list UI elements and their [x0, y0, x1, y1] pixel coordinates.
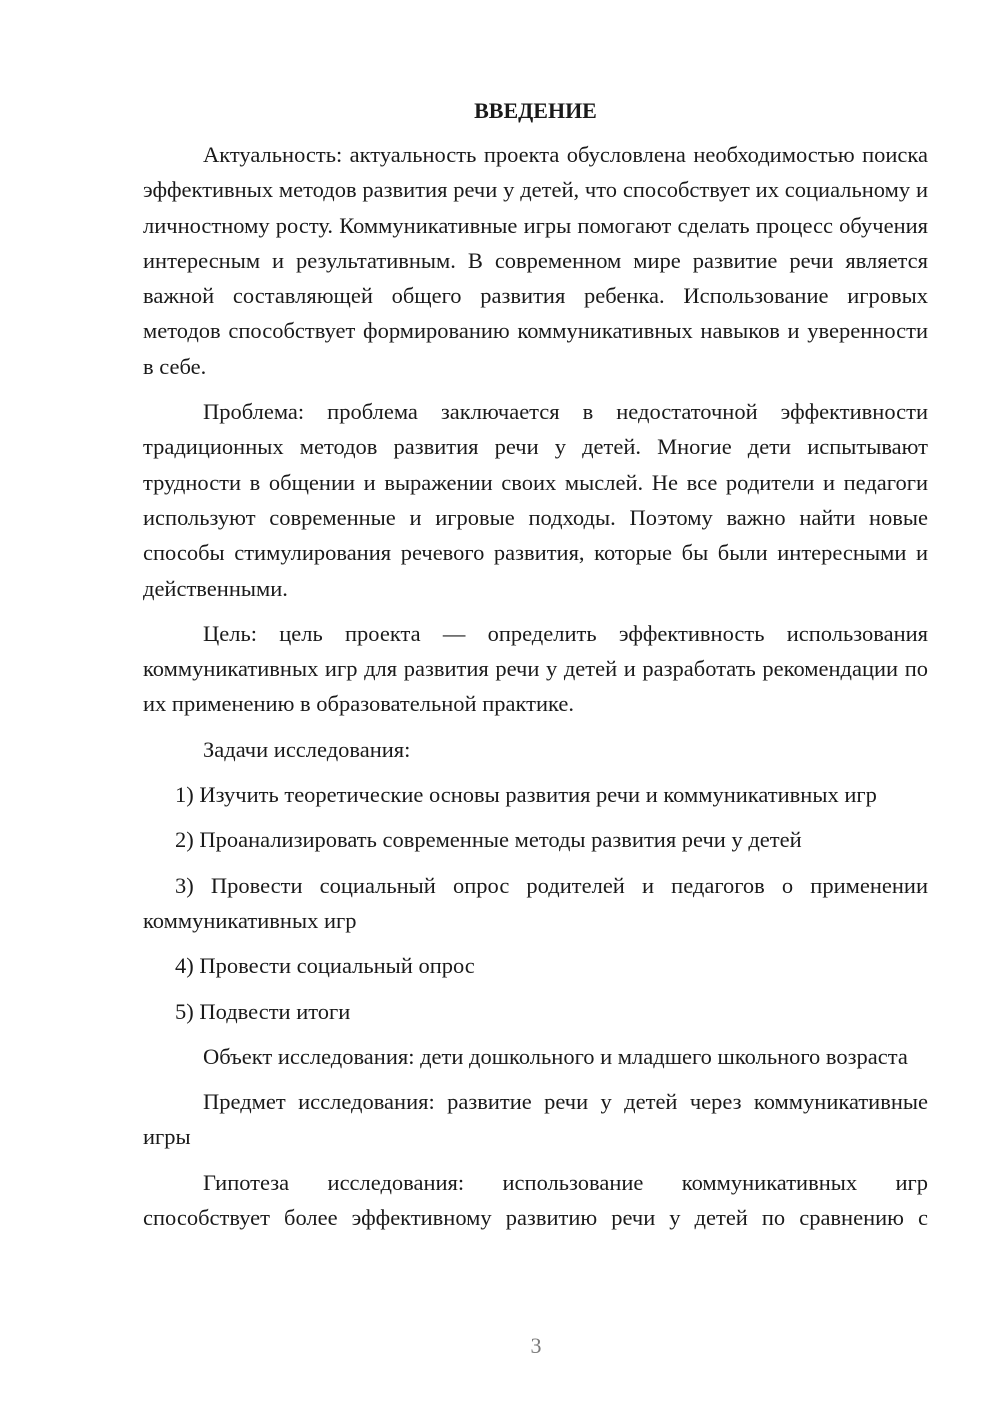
paragraph-hypothesis: Гипотеза исследования: использование коммуникативных игр способствует более эффективному развитию речи у детей по сравнению с: [143, 1169, 928, 1231]
task-item: 3) Провести социальный опрос родителей и педагогов о применении коммуникативных игр: [143, 872, 928, 933]
paragraph-subject: Предмет исследования: развитие речи у детей через коммуникативные игры: [143, 1089, 928, 1150]
task-item: 5) Подвести итоги: [175, 998, 351, 1024]
tasks-title: Задачи исследования:: [203, 736, 411, 762]
task-item: 1) Изучить теоретические основы развития речи и коммуникативных игр: [175, 782, 877, 808]
task-item: 2) Проанализировать современные методы развития речи у детей: [175, 827, 802, 853]
section-heading: ВВЕДЕНИЕ: [474, 98, 597, 123]
paragraph-problem: Проблема: проблема заключается в недостаточной эффективности традиционных методов развития речи у детей. Многие дети испытывают трудности в общении и выражении своих мыслей. Не все родители и педагоги используют современные и игровые подходы. Поэтому важно найти новые способы стимулирования речевого развития, которые бы были интересными и действенными.: [143, 399, 928, 601]
page-content: [143, 93, 928, 1245]
paragraph-object: Объект исследования: дети дошкольного и младшего школьного возраста: [203, 1043, 908, 1069]
task-item: 4) Провести социальный опрос: [175, 953, 475, 979]
page-number: 3: [530, 1333, 542, 1358]
paragraph-goal: Цель: цель проекта — определить эффективность использования коммуникативных игр для развития речи у детей и разработать рекомендации по их применению в образовательной практике.: [143, 620, 928, 717]
paragraph-relevance: Актуальность: актуальность проекта обусловлена необходимостью поиска эффективных методов развития речи у детей, что способствует их социальному и личностному росту. Коммуникативные игры помогают сделать процесс обучения интересным и результативным. В современном мире развитие речи является важной составляющей общего развития ребенка. Использование игровых методов способствует формированию коммуникативных навыков и уверенности в себе.: [143, 142, 928, 379]
